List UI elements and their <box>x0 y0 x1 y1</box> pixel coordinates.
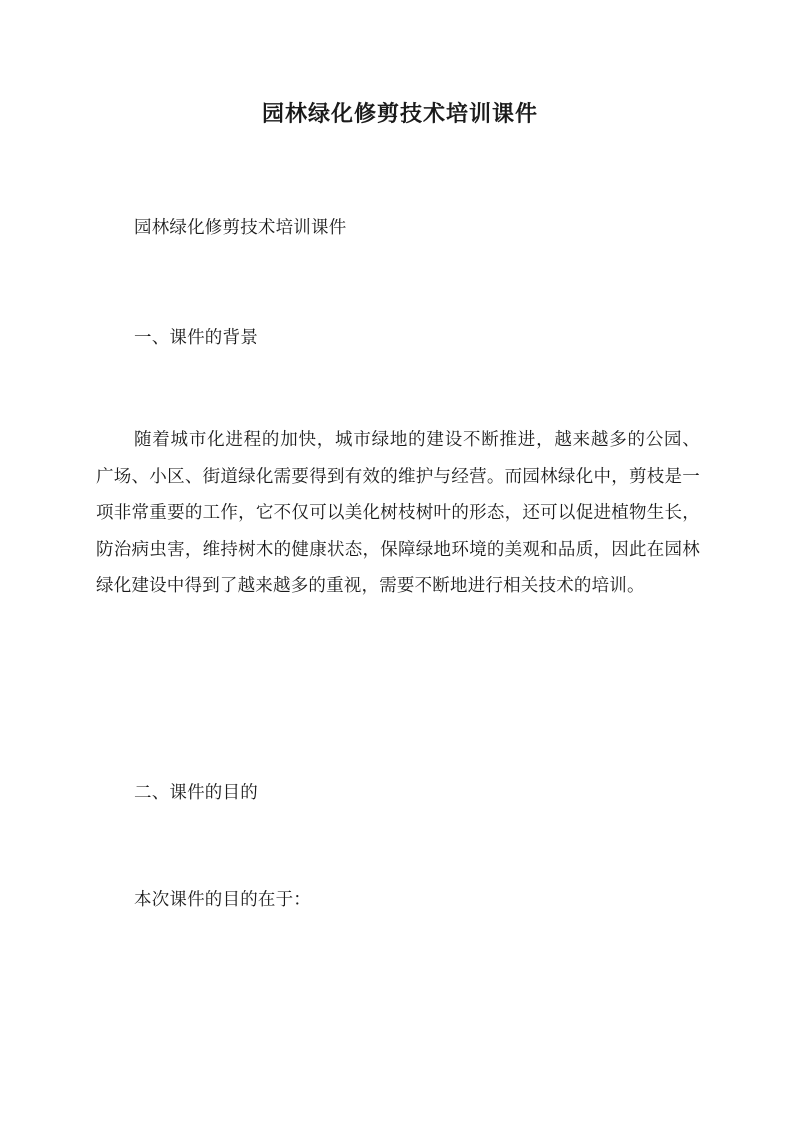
page-title: 园林绿化修剪技术培训课件 <box>261 101 538 127</box>
section-heading-background: 一、课件的背景 <box>134 328 258 348</box>
section-heading-purpose: 二、课件的目的 <box>134 783 258 803</box>
background-paragraph: 随着城市化进程的加快，城市绿地的建设不断推进，越来越多的公园、广场、小区、街道绿化需要得到有效的维护与经营。而园林绿化中，剪枝是一项非常重要的工作，它不仅可以美化树枝树叶的形态，还可以促进植物生长，防治病虫害，维持树木的健康状态，保障绿地环境的美观和品质，因此在园林绿化建设中得到了越来越多的重视，需要不断地进行相关技术的培训。 <box>96 430 700 596</box>
purpose-paragraph: 本次课件的目的在于： <box>134 890 311 910</box>
subtitle-paragraph: 园林绿化修剪技术培训课件 <box>134 218 347 238</box>
